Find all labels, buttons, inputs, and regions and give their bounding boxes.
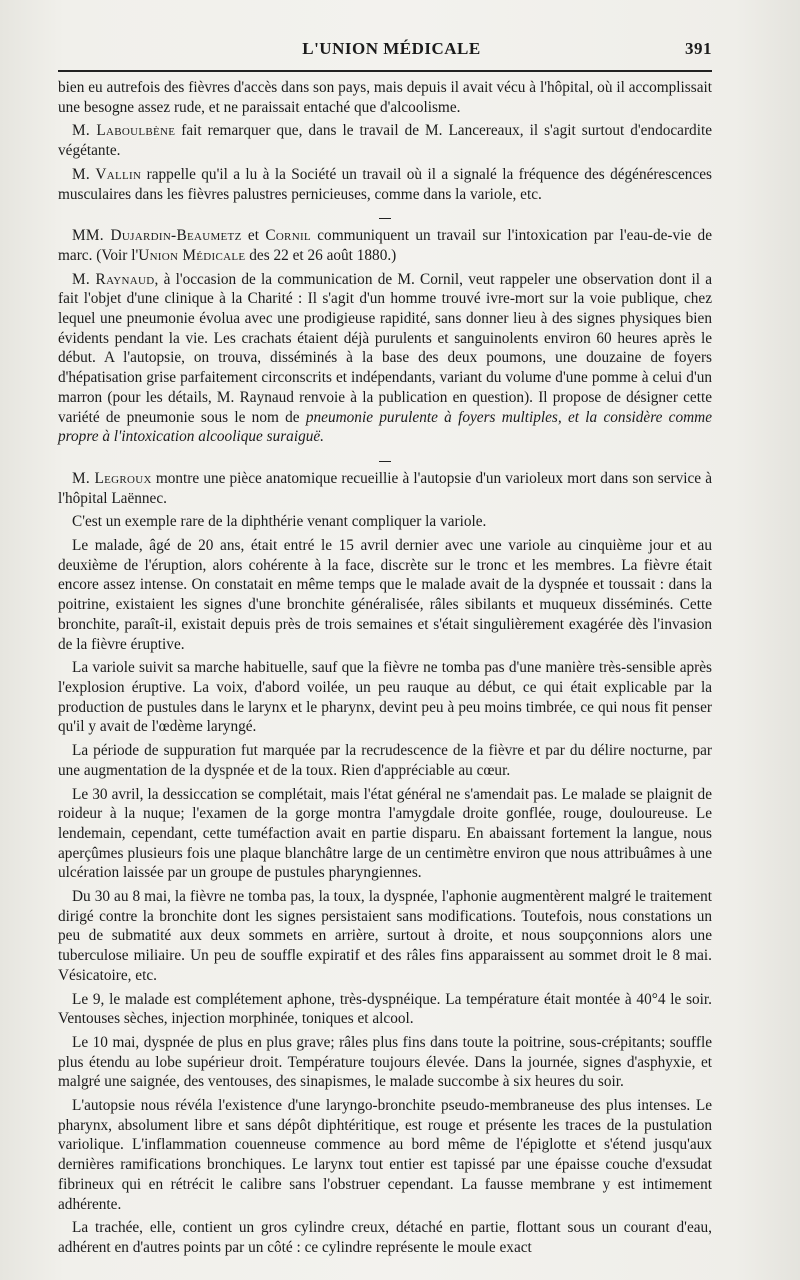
speaker-name: Cornil: [265, 227, 311, 245]
paragraph-text: montre une pièce anatomique recueillie à l'autopsie d'un varioleux mort dans son service à l'hôpital Laënnec.: [58, 469, 712, 507]
paragraph-text: communiquent un travail sur l'intoxication par l'eau-de-vie de marc. (Voir l': [58, 227, 712, 264]
paragraph: La variole suivit sa marche habituelle, sauf que la fièvre ne tomba pas d'une manière très-sensible après l'explosion éruptive. La voix, d'abord voilée, un peu rauque au début, ce qui était explicable par la production de pustules dans le larynx et le pharynx, devint peu à peu moins timbrée, ce qui nous fit penser qu'il y avait de l'œdème laryngé.: [58, 659, 712, 736]
header-rule: [58, 70, 712, 72]
paragraph: Le 10 mai, dyspnée de plus en plus grave; râles plus fins dans toute la poitrine, sous-crépitants; souffle plus étendu au lobe supérieur droit. Température toujours élevée. Dans la journée, signes d'asphyxie, et malgré une saignée, des ventouses, des sinapismes, le malade succombe à six heures du soir.: [58, 1033, 712, 1091]
running-header: [58, 32, 712, 66]
journal-title: L'UNION MÉDICALE: [302, 39, 481, 58]
paragraph-text: , à l'occasion de la communication de M. Cornil, veut rappeler une observation dont il a fait l'objet d'une clinique à la Charité : Il s'agit d'un homme trouvé ivre-mort sur la voie publique, chez lequel une pneumonie évolua avec une prodigieuse rapidité, sans donner lieu à des signes physiques bien évidents pendant la vie. Les crachats étaient déjà purulents et sanguinolents environ 60 heures après le début. A l'autopsie, on trouva, disséminés à la base des deux poumons, une douzaine de foyers d'hépatisation grise parfaitement circonscrits et indépendants, variant du volume d'une pomme à celui d'un marron (pour les détails, M. Raynaud renvoie à la publication en question). Il propose de désigner cette variété de pneumonie sous le nom de: [58, 270, 713, 426]
paragraph: [58, 469, 712, 508]
paragraph-text: et: [241, 227, 266, 245]
section-separator: [58, 451, 712, 465]
speaker-name: M. Legroux: [72, 469, 152, 487]
paragraph: Le 9, le malade est complétement aphone, très-dyspnéique. La température était montée à 40°4 le soir. Ventouses sèches, injection morphinée, toniques et alcool.: [58, 990, 712, 1028]
paragraph: [58, 226, 712, 265]
section-separator: [58, 208, 712, 222]
paragraph-text: fait remarquer que, dans le travail de M. Lancereaux, il s'agit surtout d'endocardite végétante.: [58, 122, 712, 160]
paragraph: La trachée, elle, contient un gros cylindre creux, détaché en partie, flottant sous un courant d'eau, adhérent en d'autres points par un côté : ce cylindre représente le moule exact: [58, 1219, 712, 1256]
paragraph: Le malade, âgé de 20 ans, était entré le 15 avril dernier avec une variole au cinquième jour et au deuxième de l'éruption, alors cohérente à la face, discrète sur le tronc et les membres. La fièvre était encore assez intense. On constatait en même temps que le malade avait de la dyspnée et toussait : dans la poitrine, existaient les signes d'une bronchite généralisée, râles sibilants et muqueux disséminés. Cette bronchite, paraît-il, existait depuis près de trois semaines et s'était singulièrement exagérée dès l'invasion de la fièvre éruptive.: [58, 537, 712, 653]
page-body: [58, 78, 712, 1258]
paragraph: [58, 270, 712, 447]
speaker-name: M. Laboulbène: [72, 122, 176, 140]
paragraph: Du 30 au 8 mai, la fièvre ne tomba pas, la toux, la dyspnée, l'aphonie augmentèrent malgré le traitement dirigé contre la bronchite dont les signes persistaient sans modifications. Toutefois, nous constations un peu de submatité aux deux sommets en arrière, surtout à droite, et nous soupçonnions alors une tuberculose miliaire. Un peu de souffle expiratif et des râles fins apparaissent au sommet droit le 8 mai. Vésicatoire, etc.: [58, 888, 712, 984]
paragraph: La période de suppuration fut marquée par la recrudescence de la fièvre et par du délire nocturne, par une augmentation de la dyspnée et de la toux. Rien d'appréciable au cœur.: [58, 742, 712, 779]
paragraph: [58, 121, 712, 160]
italic-text: pneumonie purulente à foyers multiples, et la considère comme propre à l'intoxication alcoolique suraiguë.: [58, 408, 712, 446]
paragraph: C'est un exemple rare de la diphthérie venant compliquer la variole.: [72, 513, 487, 531]
paragraph: L'autopsie nous révéla l'existence d'une laryngo-bronchite pseudo-membraneuse des plus intenses. Le pharynx, absolument libre et sans dépôt diphtéritique, est rouge et présente les traces de la pustulation variolique. L'inflammation couenneuse commence au bord même de l'épiglotte et s'étend jusqu'aux dernières ramifications bronchiques. Le larynx tout entier est tapissé par une épaisse couche d'exsudat fibrineux qui en rétrécit le calibre sans l'obstruer cependant. La fausse membrane y est intimement adhérente.: [58, 1097, 712, 1213]
paragraph: Le 30 avril, la dessiccation se complétait, mais l'état général ne s'amendait pas. Le malade se plaignit de roideur à la nuque; l'examen de la gorge montra l'amygdale droite gonflée, rouge, douloureuse. Le lendemain, cependant, cette tuméfaction avait en partie disparu. En abaissant fortement la langue, nous aperçûmes plusieurs fois une plaque blanchâtre large de un centimètre environ que nous attribuâmes à une ulcération laissée par un groupe de pustules pharyngiennes.: [58, 785, 712, 882]
journal-reference: Union Médicale: [138, 246, 246, 264]
speaker-name: M. Raynaud: [72, 270, 155, 288]
page-number: 391: [685, 39, 712, 58]
paragraph-text: des 22 et 26 août 1880.): [245, 246, 397, 264]
paragraph: bien eu autrefois des fièvres d'accès dans son pays, mais depuis il avait vécu à l'hôpital, où il accomplissait une besogne assez rude, et ne paraissait entaché que d'alcoolisme.: [58, 79, 712, 116]
paragraph-text: rappelle qu'il a lu à la Société un travail où il a signalé la fréquence des dégénérescences musculaires dans les fièvres palustres pernicieuses, comme dans la variole, etc.: [58, 165, 712, 203]
speaker-name: MM. Dujardin-Beaumetz: [72, 227, 242, 245]
speaker-name: M. Vallin: [72, 165, 142, 183]
paragraph: [58, 165, 712, 204]
